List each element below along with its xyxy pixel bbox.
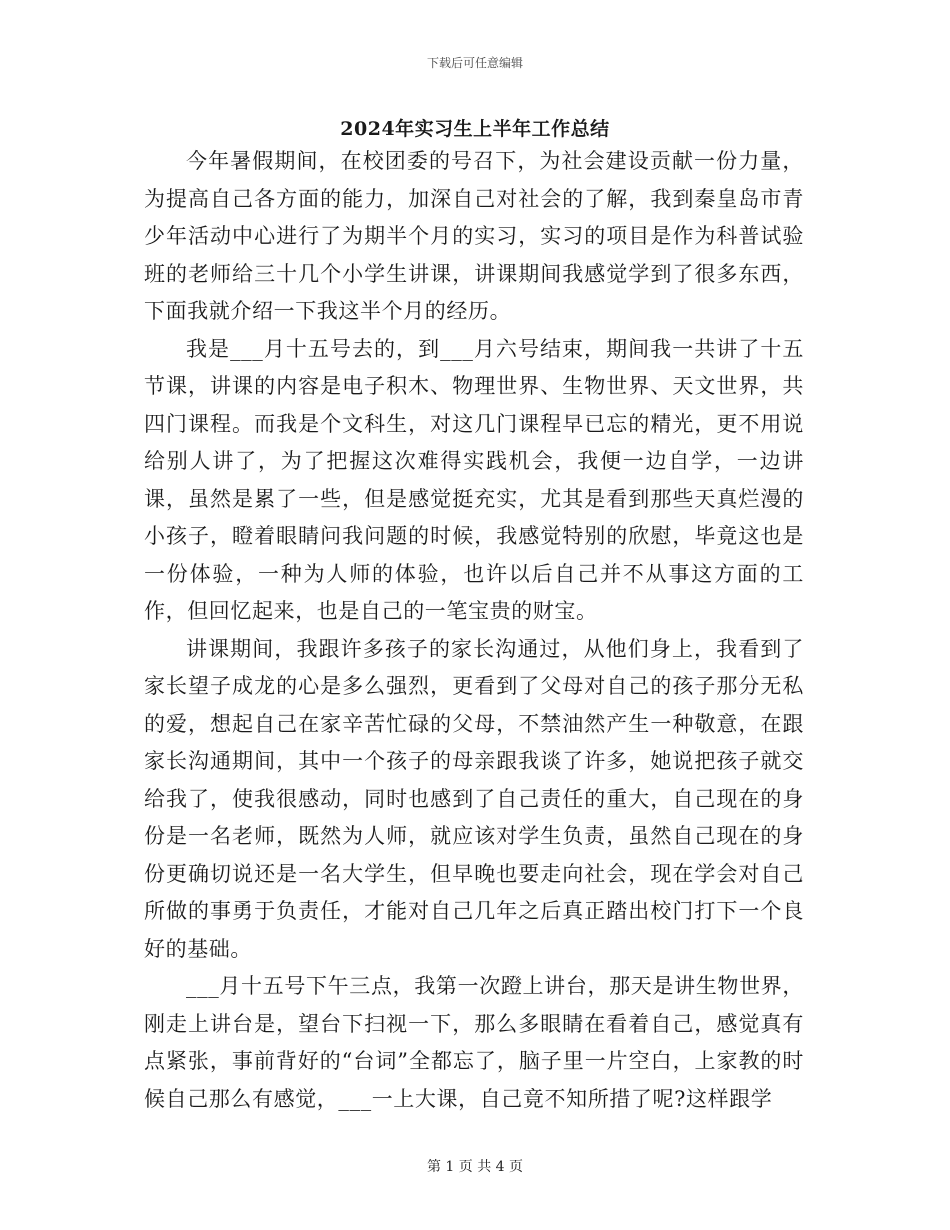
paragraph-3: 讲课期间，我跟许多孩子的家长沟通过，从他们身上，我看到了家长望子成龙的心是多么强烈，更看到了父母对自己的孩子那分无私的爱，想起自己在家辛苦忙碌的父母，不禁油然产生一种敬意，在跟家长沟通期间，其中一个孩子的母亲跟我谈了许多，她说把孩子就交给我了，使我很感动，同时也感到了自己责任的重大，自己现在的身份是一名老师，既然为人师，就应该对学生负责，虽然自己现在的身份更确切说还是一名大学生，但早晚也要走向社会，现在学会对自己所做的事勇于负责任，才能对自己几年之后真正踏出校门打下一个良好的基础。 [144,636,804,961]
page-number-footer: 第 1 页 共 4 页 [426,1159,524,1175]
paragraph-2: 我是___月十五号去的，到___月六号结束，期间我一共讲了十五节课，讲课的内容是电子积木、物理世界、生物世界、天文世界，共四门课程。而我是个文科生，对这几门课程早已忘的精光，更不用说给别人讲了，为了把握这次难得实践机会，我便一边自学，一边讲课，虽然是累了一些，但是感觉挺充实，尤其是看到那些天真烂漫的小孩子，瞪着眼睛问我问题的时候，我感觉特别的欣慰，毕竟这也是一份体验，一种为人师的体验，也许以后自己并不从事这方面的工作，但回忆起来，也是自己的一笔宝贵的财宝。 [144,336,804,623]
document-body [144,143,804,1118]
paragraph-4: ___月十五号下午三点，我第一次蹬上讲台，那天是讲生物世界，刚走上讲台是，望台下扫视一下，那么多眼睛在看着自己，感觉真有点紧张，事前背好的“台词”全都忘了，脑子里一片空白，上家教的时候自己那么有感觉，___一上大课，自己竟不知所措了呢?这样跟学 [144,974,804,1111]
paragraph-1: 今年暑假期间，在校团委的号召下，为社会建设贡献一份力量，为提高自己各方面的能力，加深自己对社会的了解，我到秦皇岛市青少年活动中心进行了为期半个月的实习，实习的项目是作为科普试验班的老师给三十几个小学生讲课，讲课期间我感觉学到了很多东西，下面我就介绍一下我这半个月的经历。 [144,149,804,323]
document-title: 2024年实习生上半年工作总结 [340,118,610,140]
header-note: 下载后可任意编辑 [426,56,523,70]
